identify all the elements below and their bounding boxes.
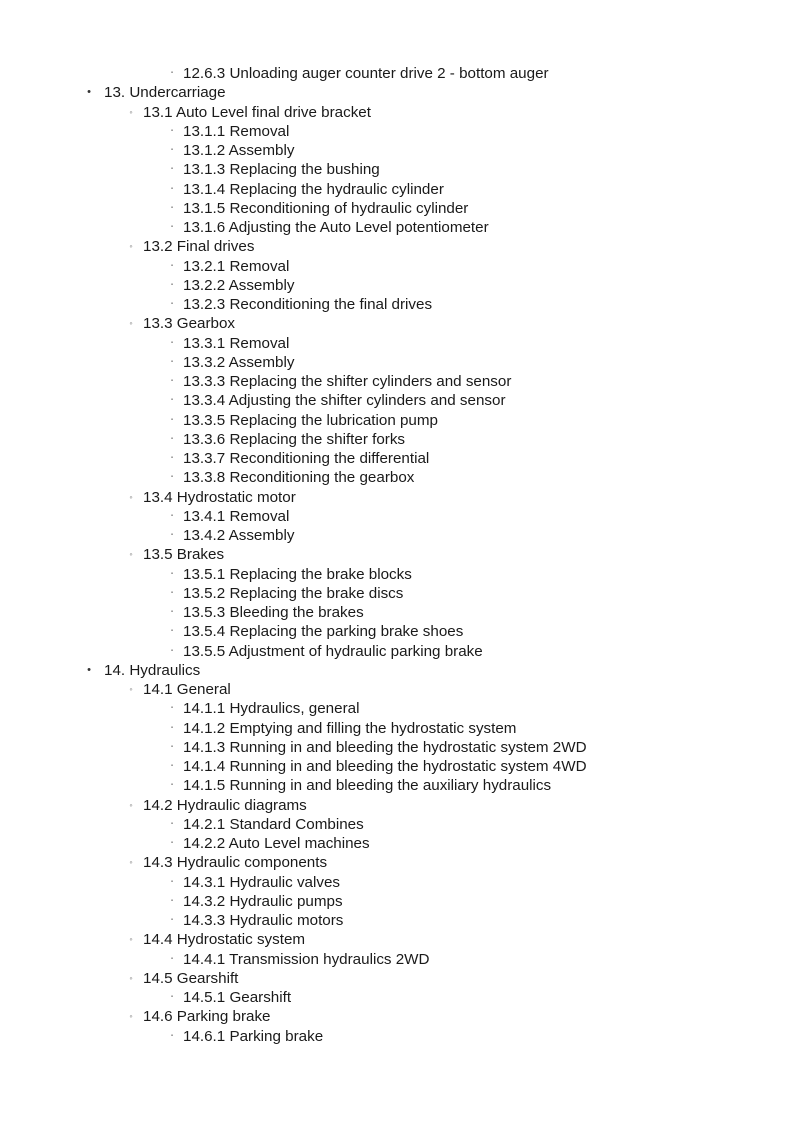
toc-item-line bbox=[0, 507, 794, 526]
toc-subsection-line bbox=[0, 237, 794, 256]
toc-subsection-title: 14.5 Gearshift bbox=[143, 969, 239, 987]
toc-item-title: 13.2.3 Reconditioning the final drives bbox=[183, 296, 433, 313]
toc-subsection-line bbox=[0, 545, 794, 564]
bullet-icon: ▪ bbox=[170, 820, 174, 827]
toc-item-line bbox=[0, 834, 794, 853]
toc-item-line bbox=[0, 391, 794, 410]
toc-item-title: 13.1.3 Replacing the bushing bbox=[183, 161, 380, 179]
toc-item-line bbox=[0, 757, 794, 776]
bullet-icon: ▪ bbox=[170, 955, 174, 962]
toc-item-line bbox=[0, 1027, 794, 1046]
toc-item-line bbox=[0, 622, 794, 641]
toc-item-title: 13.3.1 Removal bbox=[183, 334, 290, 352]
bullet-icon: ▪ bbox=[170, 782, 174, 789]
toc-item-title: 13.2.2 Assembly bbox=[183, 276, 295, 294]
bullet-icon: ▪ bbox=[170, 224, 174, 230]
toc-item-title: 14.4.1 Transmission hydraulics 2WD bbox=[183, 950, 430, 968]
toc-item-line bbox=[0, 776, 794, 795]
toc-item-title: 14.3.2 Hydraulic pumps bbox=[183, 892, 343, 910]
bullet-icon: ▪ bbox=[170, 262, 174, 269]
bullet-icon: ▪ bbox=[170, 455, 174, 461]
toc-item-title: 13.3.6 Replacing the shifter forks bbox=[183, 430, 406, 448]
toc-subsection-title: 13.4 Hydrostatic motor bbox=[143, 488, 296, 506]
toc-item-line bbox=[0, 141, 794, 160]
toc-item-title: 12.6.3 Unloading auger counter drive 2 - bottom auger bbox=[183, 65, 549, 82]
bullet-icon: ▪ bbox=[170, 512, 174, 519]
bullet-icon: ▪ bbox=[170, 147, 174, 153]
table-of-contents bbox=[0, 64, 794, 1046]
bullet-icon: ▪ bbox=[170, 570, 174, 577]
bullet-icon: ▪ bbox=[170, 166, 174, 173]
toc-item-line bbox=[0, 603, 794, 622]
toc-item-line bbox=[0, 334, 794, 353]
bullet-icon: ▪ bbox=[170, 435, 174, 442]
bullet-icon: ◦ bbox=[129, 491, 133, 502]
bullet-icon: ◦ bbox=[129, 106, 133, 117]
toc-item-title: 14.1.5 Running in and bleeding the auxiliary hydraulics bbox=[183, 777, 552, 795]
toc-item-title: 14.1.3 Running in and bleeding the hydrostatic system 2WD bbox=[183, 738, 587, 756]
toc-subsection-line bbox=[0, 680, 794, 699]
toc-subsection-title: 14.6 Parking brake bbox=[143, 1008, 271, 1026]
bullet-icon: ◦ bbox=[129, 549, 133, 560]
bullet-icon: ▪ bbox=[170, 358, 174, 365]
toc-item-title: 13.1.5 Reconditioning of hydraulic cylinder bbox=[183, 199, 469, 217]
toc-item-title: 14.1.2 Emptying and filling the hydrostatic system bbox=[183, 719, 517, 737]
toc-item-title: 14.1.1 Hydraulics, general bbox=[183, 700, 360, 718]
toc-item-title: 13.3.2 Assembly bbox=[183, 353, 295, 371]
toc-subsection-title: 13.2 Final drives bbox=[143, 238, 255, 256]
toc-item-line bbox=[0, 180, 794, 199]
toc-item-line bbox=[0, 160, 794, 179]
toc-item-title: 14.6.1 Parking brake bbox=[183, 1027, 324, 1045]
toc-item-line bbox=[0, 815, 794, 834]
toc-item-line bbox=[0, 873, 794, 892]
bullet-icon: ▪ bbox=[170, 628, 174, 635]
bullet-icon: ▪ bbox=[170, 378, 174, 384]
toc-subsection-title: 13.1 Auto Level final drive bracket bbox=[143, 103, 371, 121]
bullet-icon: ▪ bbox=[170, 705, 174, 712]
toc-item-line bbox=[0, 353, 794, 372]
toc-item-line bbox=[0, 257, 794, 276]
bullet-icon: ▪ bbox=[170, 609, 174, 615]
bullet-icon: ▪ bbox=[170, 1032, 174, 1039]
bullet-icon: ▪ bbox=[170, 840, 174, 846]
bullet-icon: ▪ bbox=[170, 532, 174, 538]
bullet-icon: ◦ bbox=[129, 1011, 133, 1022]
toc-item-title: 13.5.3 Bleeding the brakes bbox=[183, 604, 364, 621]
toc-item-title: 13.1.6 Adjusting the Auto Level potentiometer bbox=[183, 219, 489, 236]
toc-item-title: 13.3.4 Adjusting the shifter cylinders and sensor bbox=[183, 392, 506, 410]
bullet-icon: • bbox=[87, 663, 91, 676]
toc-item-line bbox=[0, 892, 794, 911]
bullet-icon: ▪ bbox=[170, 878, 174, 885]
toc-item-title: 13.1.1 Removal bbox=[183, 122, 290, 140]
toc-subsection-line bbox=[0, 796, 794, 815]
toc-subsection-line bbox=[0, 1007, 794, 1026]
toc-item-title: 13.4.2 Assembly bbox=[183, 527, 295, 544]
toc-subsection-title: 13.5 Brakes bbox=[143, 546, 225, 564]
toc-item-line bbox=[0, 719, 794, 738]
toc-item-line bbox=[0, 738, 794, 757]
toc-item-line bbox=[0, 642, 794, 661]
toc-item-title: 13.4.1 Removal bbox=[183, 507, 290, 525]
toc-subsection-title: 14.2 Hydraulic diagrams bbox=[143, 796, 307, 814]
bullet-icon: ▪ bbox=[170, 397, 174, 404]
bullet-icon: ◦ bbox=[129, 934, 133, 945]
bullet-icon: ▪ bbox=[170, 589, 174, 596]
bullet-icon: ◦ bbox=[129, 318, 133, 329]
toc-item-line bbox=[0, 565, 794, 584]
bullet-icon: ▪ bbox=[170, 185, 174, 192]
toc-item-line bbox=[0, 64, 794, 83]
bullet-icon: ◦ bbox=[129, 972, 133, 983]
toc-item-line bbox=[0, 988, 794, 1007]
toc-subsection-line bbox=[0, 488, 794, 507]
toc-item-line bbox=[0, 276, 794, 295]
toc-subsection-line bbox=[0, 103, 794, 122]
bullet-icon: ◦ bbox=[129, 684, 133, 694]
toc-section-line bbox=[0, 83, 794, 102]
toc-item-line bbox=[0, 950, 794, 969]
toc-item-title: 14.5.1 Gearshift bbox=[183, 989, 292, 1006]
toc-subsection-line bbox=[0, 930, 794, 949]
bullet-icon: ▪ bbox=[170, 127, 174, 134]
toc-subsection-title: 13.3 Gearbox bbox=[143, 315, 236, 333]
toc-item-line bbox=[0, 449, 794, 468]
toc-item-line bbox=[0, 584, 794, 603]
toc-item-title: 13.1.2 Assembly bbox=[183, 142, 295, 159]
toc-item-title: 14.2.1 Standard Combines bbox=[183, 815, 364, 833]
toc-item-line bbox=[0, 911, 794, 930]
bullet-icon: ▪ bbox=[170, 204, 174, 211]
toc-item-line bbox=[0, 699, 794, 718]
bullet-icon: ▪ bbox=[170, 917, 174, 923]
toc-item-title: 13.2.1 Removal bbox=[183, 257, 290, 275]
bullet-icon: ▪ bbox=[170, 281, 174, 288]
toc-subsection-title: 14.4 Hydrostatic system bbox=[143, 931, 306, 949]
toc-item-title: 14.3.3 Hydraulic motors bbox=[183, 912, 344, 929]
toc-item-line bbox=[0, 218, 794, 237]
bullet-icon: ▪ bbox=[170, 474, 174, 481]
toc-section-title: 14. Hydraulics bbox=[104, 661, 201, 679]
bullet-icon: ▪ bbox=[170, 724, 174, 731]
bullet-icon: ◦ bbox=[129, 241, 133, 252]
toc-item-title: 13.3.8 Reconditioning the gearbox bbox=[183, 469, 415, 487]
toc-subsection-title: 14.1 General bbox=[143, 681, 231, 698]
bullet-icon: ▪ bbox=[170, 897, 174, 904]
bullet-icon: ▪ bbox=[170, 301, 174, 307]
toc-item-title: 13.5.4 Replacing the parking brake shoes bbox=[183, 623, 464, 641]
bullet-icon: ▪ bbox=[170, 647, 174, 654]
bullet-icon: ▪ bbox=[170, 743, 174, 750]
toc-subsection-line bbox=[0, 853, 794, 872]
toc-item-line bbox=[0, 199, 794, 218]
toc-item-title: 14.1.4 Running in and bleeding the hydrostatic system 4WD bbox=[183, 758, 587, 775]
toc-item-title: 13.5.2 Replacing the brake discs bbox=[183, 584, 404, 602]
toc-item-line bbox=[0, 372, 794, 391]
toc-item-line bbox=[0, 122, 794, 141]
bullet-icon: ▪ bbox=[170, 994, 174, 1000]
bullet-icon: • bbox=[87, 86, 91, 99]
toc-subsection-title: 14.3 Hydraulic components bbox=[143, 854, 328, 872]
toc-item-line bbox=[0, 411, 794, 430]
toc-item-title: 13.3.7 Reconditioning the differential bbox=[183, 450, 430, 467]
toc-item-title: 13.3.3 Replacing the shifter cylinders and sensor bbox=[183, 373, 512, 390]
toc-subsection-line bbox=[0, 314, 794, 333]
bullet-icon: ▪ bbox=[170, 70, 174, 76]
bullet-icon: ◦ bbox=[129, 857, 133, 868]
toc-item-title: 14.2.2 Auto Level machines bbox=[183, 835, 370, 852]
bullet-icon: ▪ bbox=[170, 339, 174, 346]
bullet-icon: ▪ bbox=[170, 763, 174, 769]
toc-item-line bbox=[0, 468, 794, 487]
toc-item-line bbox=[0, 430, 794, 449]
toc-section-line bbox=[0, 661, 794, 680]
toc-item-line bbox=[0, 526, 794, 545]
toc-item-line bbox=[0, 295, 794, 314]
bullet-icon: ▪ bbox=[170, 416, 174, 423]
toc-item-title: 13.1.4 Replacing the hydraulic cylinder bbox=[183, 180, 444, 198]
toc-item-title: 14.3.1 Hydraulic valves bbox=[183, 873, 341, 891]
toc-subsection-line bbox=[0, 969, 794, 988]
toc-section-title: 13. Undercarriage bbox=[104, 84, 226, 102]
bullet-icon: ◦ bbox=[129, 799, 133, 810]
toc-item-title: 13.5.5 Adjustment of hydraulic parking brake bbox=[183, 642, 483, 660]
toc-item-title: 13.3.5 Replacing the lubrication pump bbox=[183, 411, 438, 429]
toc-item-title: 13.5.1 Replacing the brake blocks bbox=[183, 565, 412, 583]
